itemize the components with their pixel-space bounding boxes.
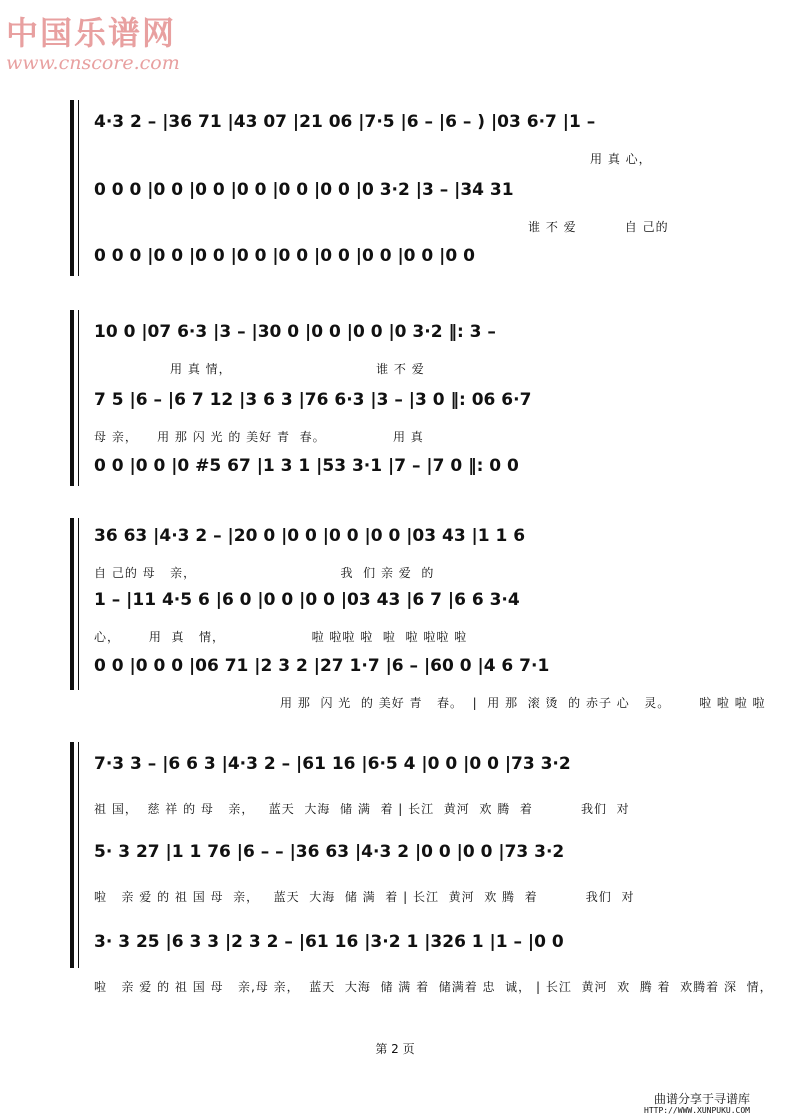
system-3-lyric-2: 心， 用 真 情， 啦 啦啦 啦 啦 啦 啦啦 啦 — [94, 630, 468, 644]
score-system-2 — [70, 310, 730, 486]
system-2-part-3: 0 0 |0 0 |0 #5 67 |1 3 1 |53 3·1 |7 – |7 0 ‖: 0 0 — [94, 456, 519, 476]
system-2-part-1: 10 0 |07 6·3 |3 – |30 0 |0 0 |0 0 |0 3·2 ‖: 3 – — [94, 322, 496, 342]
system-1-lyric-1: 用 真 心， — [590, 152, 652, 166]
source-credit: 曲谱分享于寻谱库 — [653, 1092, 750, 1106]
system-2-part-2: 7 5 |6 – |6 7 12 |3 6 3 |76 6·3 |3 – |3 0 ‖: 06 6·7 — [94, 390, 532, 410]
system-2-lyric-1: 用 真 情， 谁 不 爱 — [170, 362, 425, 376]
watermark-url: www.cnscore.com — [6, 52, 180, 74]
system-4-part-2: 5· 3 27 |1 1 76 |6 – – |36 63 |4·3 2 |0 0 |0 0 |73 3·2 — [94, 842, 565, 862]
watermark-title: 中国乐谱网 — [6, 14, 177, 52]
system-3-part-3: 0 0 |0 0 0 |06 71 |2 3 2 |27 1·7 |6 – |60 0 |4 6 7·1 — [94, 656, 550, 676]
page-number: 第 2 页 — [375, 1042, 415, 1056]
system-4-lyric-3: 啦 亲 爱 的 祖 国 母 亲,母 亲， 蓝天 大海 储 满 着 储满着 忠 诚， | 长江 黄河 欢 腾 着 欢腾着 深 情， — [94, 980, 773, 994]
system-1-part-2: 0 0 0 |0 0 |0 0 |0 0 |0 0 |0 0 |0 3·2 |3 – |34 31 — [94, 180, 514, 200]
system-1-lyric-2: 谁 不 爱 自 己的 — [528, 220, 669, 234]
system-4-lyric-2: 啦 亲 爱 的 祖 国 母 亲， 蓝天 大海 储 满 着 | 长江 黄河 欢 腾 着 我们 对 — [94, 890, 635, 904]
source-url: HTTP://WWW.XUNPUKU.COM — [644, 1106, 750, 1115]
system-4-lyric-1: 祖 国， 慈 祥 的 母 亲， 蓝天 大海 储 满 着 | 长江 黄河 欢 腾 着 我们 对 — [94, 802, 630, 816]
system-4-part-1: 7·3 3 – |6 6 3 |4·3 2 – |61 16 |6·5 4 |0 0 |0 0 |73 3·2 — [94, 754, 571, 774]
score-system-4 — [70, 742, 773, 994]
system-3-lyric-3: 用 那 闪 光 的 美好 青 春。 | 用 那 滚 烫 的 赤子 心 灵。 啦 啦 啦 啦 — [280, 696, 766, 710]
system-1-part-1: 4·3 2 – |36 71 |43 07 |21 06 |7·5 |6 – |6 – ) |03 6·7 |1 – — [94, 112, 596, 132]
system-1-part-3: 0 0 0 |0 0 |0 0 |0 0 |0 0 |0 0 |0 0 |0 0 |0 0 — [94, 246, 475, 266]
score-system-3 — [70, 518, 766, 710]
system-2-lyric-2: 母 亲， 用 那 闪 光 的 美好 青 春。 用 真 — [94, 430, 424, 444]
system-3-part-1: 36 63 |4·3 2 – |20 0 |0 0 |0 0 |0 0 |03 43 |1 1 6 — [94, 526, 526, 546]
system-3-part-2: 1 – |11 4·5 6 |6 0 |0 0 |0 0 |03 43 |6 7 |6 6 3·4 — [94, 590, 520, 610]
system-3-lyric-1: 自 己的 母 亲， 我 们 亲 爱 的 — [94, 566, 435, 580]
system-4-part-3: 3· 3 25 |6 3 3 |2 3 2 – |61 16 |3·2 1 |326 1 |1 – |0 0 — [94, 932, 564, 952]
score-system-1 — [70, 100, 730, 276]
